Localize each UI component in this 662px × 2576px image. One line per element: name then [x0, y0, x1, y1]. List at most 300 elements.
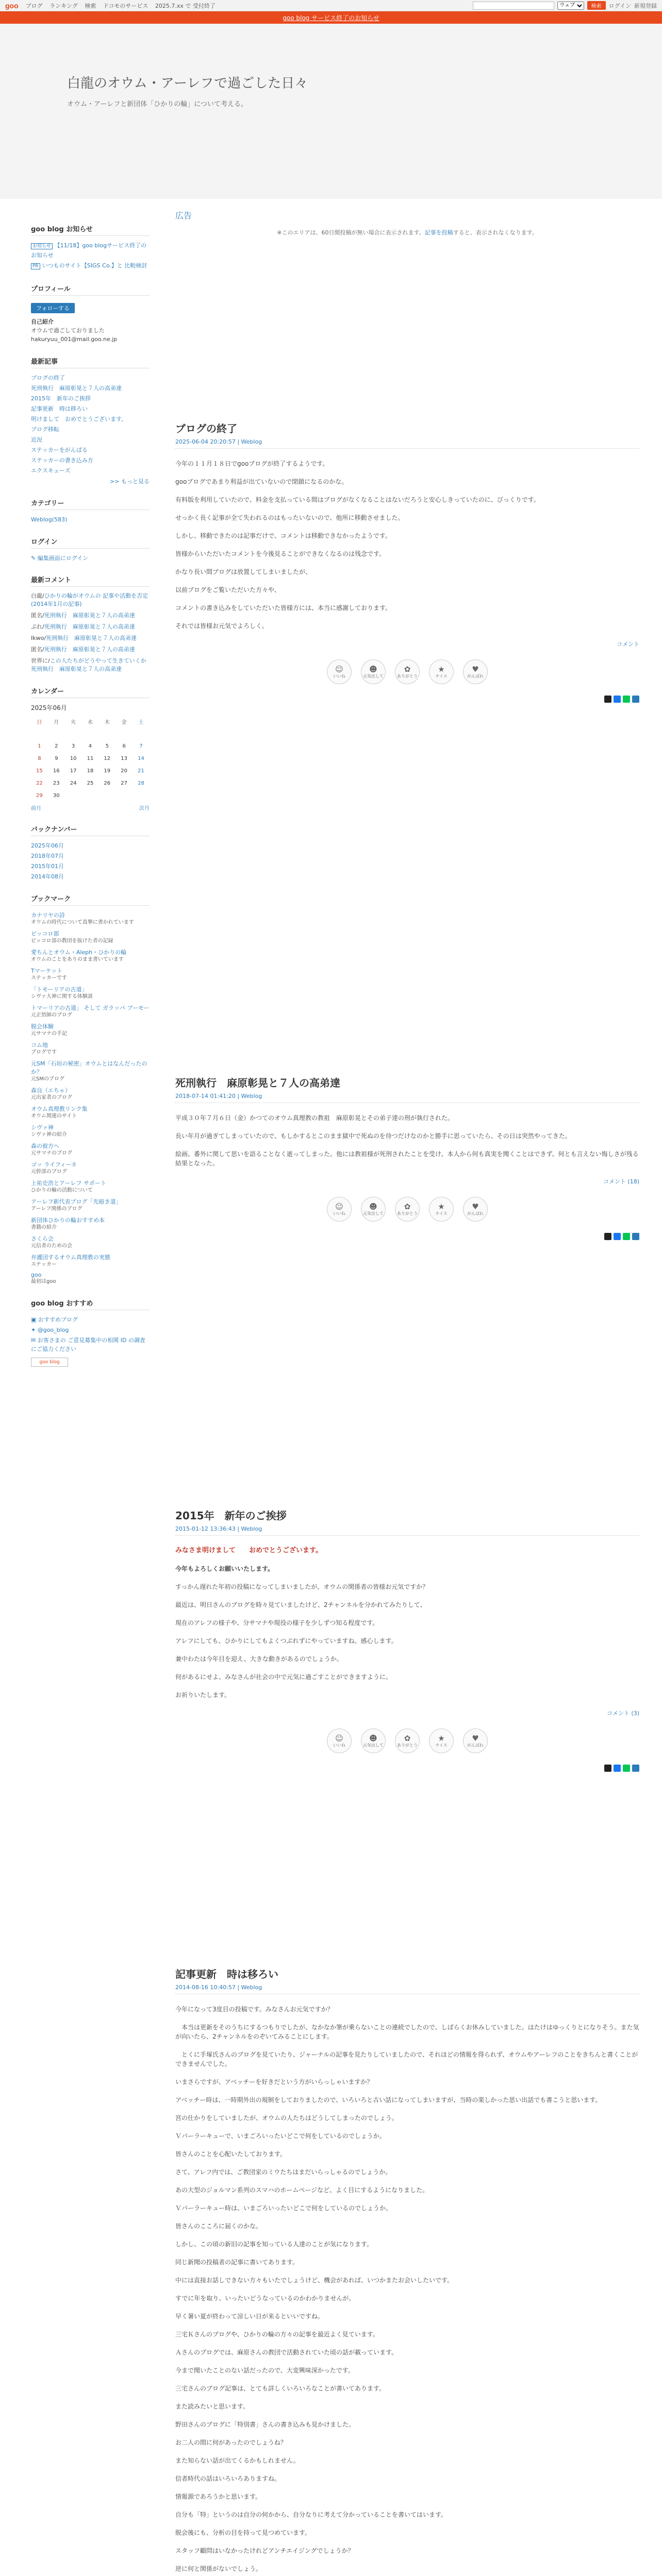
comment-author: 世界に: [31, 657, 48, 664]
calendar-next-link[interactable]: 次月: [139, 806, 150, 811]
share-buttons: [175, 696, 639, 703]
bookmark-link[interactable]: Tマーケット: [31, 968, 63, 974]
stamp-face-icon: ☻: [369, 1733, 377, 1743]
calendar-day[interactable]: 3: [71, 743, 75, 749]
search-button[interactable]: 検索: [587, 1, 606, 10]
pencil-icon: ✎: [31, 555, 38, 562]
facebook-share-icon[interactable]: [614, 696, 621, 703]
bookmark-description: ブログです: [31, 1049, 57, 1055]
profile-line: hakuryuu_001@mail.goo.ne.jp: [31, 336, 118, 343]
post-paragraph: 宮の仕かりをしていましたが、オウムの人たちはどうしてしまったのでしょう。: [175, 2114, 398, 2122]
calendar-day[interactable]: 27: [121, 780, 127, 786]
twitter-icon: ✦: [31, 1327, 38, 1333]
facebook-share-icon[interactable]: [614, 1765, 621, 1772]
global-nav: [26, 2, 221, 10]
post-paragraph: 今年の１１月１８日でgooブログが終了するようです。: [175, 460, 329, 467]
recent-comment: 匿名/死刑執行 麻原彰晃と７人の高弟達: [31, 612, 135, 619]
bookmark-description: 元正悟師のブログ: [31, 1012, 72, 1018]
reaction-stamp-button[interactable]: [361, 1728, 386, 1753]
calendar-day[interactable]: 26: [104, 780, 111, 786]
recent-post-link[interactable]: ステッカーをがんばる: [31, 447, 88, 453]
line-share-icon[interactable]: [623, 1765, 630, 1772]
comment-post-link[interactable]: 死刑執行 麻原彰晃と７人の高弟達: [44, 646, 135, 653]
post-paragraph: 情報源であろうかと思います。: [175, 2493, 262, 2500]
post-paragraph: また知らない話が出てくるかもしれません。: [175, 2457, 300, 2464]
comment-post-link[interactable]: 死刑執行 麻原彰晃と７人の高弟達: [44, 612, 135, 619]
post-paragraph: みなさま明けまして おめでとうございます。: [175, 1547, 322, 1554]
stamp-label: ナイス: [435, 1211, 448, 1216]
calendar-heading: カレンダー: [31, 686, 150, 698]
reaction-stamp-button[interactable]: [361, 1197, 386, 1222]
stamp-label: がんばれ: [467, 1742, 484, 1748]
service-end-notice-link[interactable]: goo blog サービス終了のお知らせ: [283, 14, 379, 22]
bookmark-link[interactable]: トマーリアの古道」 そして ガラッパ ブーモー: [31, 1005, 150, 1011]
edit-login-label: 編集画面にログイン: [37, 555, 89, 562]
bookmark-link[interactable]: 上祐史浩とアーレフ サポート: [31, 1180, 106, 1187]
goo-twitter-label: @goo_blog: [37, 1327, 69, 1333]
calendar-day[interactable]: 11: [87, 755, 94, 761]
post-paragraph: アベッチー時は、一時期外出の規制をしておりましたので、いろいろと古い話になってしまいますが、当時の楽しかった思い出話でも書こうと思います。: [175, 2096, 602, 2104]
hatena-share-icon[interactable]: [632, 1233, 639, 1240]
stamp-face-icon: ☻: [369, 1201, 377, 1211]
post-paragraph: コメントの書き込みをしていただいた皆様方には、本当に感謝しております。: [175, 604, 392, 612]
post-title[interactable]: 死刑執行 麻原彰晃と７人の高弟達: [175, 1077, 340, 1089]
post-title[interactable]: ブログの終了: [175, 422, 237, 435]
profile-name: 自己紹介: [31, 318, 54, 325]
calendar-weekday: 日: [37, 719, 42, 725]
ad-heading: 広告: [175, 211, 192, 221]
recent-comments-list: [31, 592, 150, 673]
post-paragraph: さて、アレフ内では、ご教団家のミウたちはまだいらっしゃるのでしょうか。: [175, 2168, 392, 2176]
stamp-label: 元気出して: [363, 673, 384, 679]
reaction-stamp-button[interactable]: [395, 659, 420, 684]
post-paragraph: お祈りいたします。: [175, 1691, 231, 1699]
backnumber-heading: バックナンバー: [31, 824, 150, 836]
post-paragraph: 今年もよろしくお願いいたします。: [175, 1565, 274, 1572]
recent-post-link[interactable]: 明けまして おめでとうございます。: [31, 416, 127, 422]
post-paragraph: 野田さんのブログに「特別書」さんの書き込みも見かけました。: [175, 2421, 355, 2428]
comment-author: Ikwo: [31, 635, 44, 641]
hatena-share-icon[interactable]: [632, 696, 639, 703]
calendar-day[interactable]: 14: [138, 755, 144, 761]
calendar-week-row: [31, 765, 150, 777]
bookmark-link[interactable]: goo: [31, 1272, 42, 1278]
bookmark-link[interactable]: コム地: [31, 1042, 48, 1048]
post-paragraph: 有料版を利用していたので、料金を支払っている間はブログがなくなることはないだろうと安心しきっていたのに、びっくりです。: [175, 496, 540, 503]
share-buttons: [175, 1765, 639, 1772]
notice-text: いつものサイト【SIGS Co.】と 比較検討: [42, 262, 147, 269]
calendar-day[interactable]: 25: [87, 780, 94, 786]
post-paragraph: 早く暑い夏が終わって涼しい日が来るといいですね。: [175, 2313, 324, 2320]
calendar-prev-link[interactable]: 前月: [31, 806, 41, 811]
line-share-icon[interactable]: [623, 696, 630, 703]
calendar-day[interactable]: 7: [139, 743, 143, 749]
comment-author: 匿名: [31, 646, 42, 653]
post-paragraph: 現在のアレフの様子や、分サマナや現役の様子を少しずつ知る程度です。: [175, 1619, 379, 1626]
login-link[interactable]: ログイン: [608, 2, 631, 9]
stamp-face-icon: ★: [438, 1201, 445, 1211]
calendar-day[interactable]: 10: [70, 755, 77, 761]
bookmark-description: ピッコロ部の教団を抜けた者の記録: [31, 938, 113, 944]
calendar-day[interactable]: 24: [70, 780, 77, 786]
comments-heading: 最新コメント: [31, 574, 150, 587]
goo-notice-heading: goo blog お知らせ: [31, 224, 150, 236]
stamp-label: ありがとう: [397, 673, 418, 679]
follow-button[interactable]: フォローする: [31, 303, 75, 313]
calendar-day[interactable]: 8: [38, 755, 41, 761]
bookmark-link[interactable]: 脱会体験: [31, 1023, 54, 1030]
reaction-stamp-button[interactable]: [463, 1197, 488, 1222]
post-paragraph: 皆様からいただいたコメントを今後見ることができなくなるのは残念です。: [175, 550, 386, 557]
backnumber-link[interactable]: 2025年06月: [31, 842, 64, 849]
comment-author: 匿名: [31, 612, 42, 619]
backnumber-link[interactable]: 2018年07月: [31, 853, 64, 859]
recent-post-link[interactable]: エクスキューズ: [31, 467, 71, 474]
post-paragraph: とくに手塚氏さんのブログを見ていたり、ジャーナルの記事を見たりしていましたので、それほどの情報を得られず、オウムやアーレフのことをきちんと書くことができませんでした。: [175, 2051, 638, 2067]
post-paragraph: 自分も「特」というのは自分の何かから、自分なりに考えて分かっていることを書いてはいます。: [175, 2511, 448, 2518]
goo-notice-item[interactable]: [31, 241, 150, 260]
calendar-day[interactable]: 5: [105, 743, 109, 749]
recent-post-link[interactable]: ブログの終了: [31, 375, 65, 381]
reaction-stamps: [175, 1197, 639, 1222]
reaction-stamp-button[interactable]: [429, 659, 454, 684]
reaction-stamp-button[interactable]: [327, 1728, 352, 1753]
bookmark-link[interactable]: 元SM「石垣の秘密」オウムとはなんだったのか？: [31, 1060, 147, 1075]
recent-post-link[interactable]: 記事更新 時は移ろい: [31, 405, 88, 412]
calendar-day: [82, 789, 99, 802]
service-end-notice: [0, 11, 662, 24]
calendar-day[interactable]: 6: [122, 743, 126, 749]
stamp-label: ありがとう: [397, 1211, 418, 1216]
post-paragraph: Ｖパーラーキュー時は、いまごろいったいどこで何をしているのでしょうか。: [175, 2205, 392, 2212]
nav-link-1[interactable]: ランキング: [49, 2, 78, 9]
stamp-label: いいね: [333, 1211, 345, 1216]
bookmark-list: [31, 911, 150, 1285]
blog-post: [175, 1075, 639, 1240]
bookmark-link[interactable]: アーレフ新代表ブログ「先暗き道」: [31, 1198, 122, 1205]
calendar-week-row: [31, 789, 150, 802]
nav-link-0[interactable]: ブログ: [25, 2, 43, 9]
x-share-icon[interactable]: [604, 1233, 611, 1240]
login-heading: ログイン: [31, 536, 150, 549]
goo-survey-label: お客さまの ご意見募集中の相関 ID の調査にご協力ください: [31, 1337, 145, 1352]
x-share-icon[interactable]: [604, 1765, 611, 1772]
post-title[interactable]: 記事更新 時は移ろい: [175, 1968, 278, 1980]
reaction-stamp-button[interactable]: [395, 1197, 420, 1222]
comment-post-link[interactable]: ひかりの輪がオウムの 記事や活動を否定(2014年1月の記事): [31, 592, 148, 607]
calendar-day: [31, 727, 48, 740]
goo-recommend-link[interactable]: [31, 1315, 150, 1324]
post-paragraph: いまさらですが、アベッチーを好きだという方がいらっしゃいますか？: [175, 2078, 373, 2086]
post-paragraph: また読みたいと思います。: [175, 2403, 250, 2410]
stamp-face-icon: ★: [438, 664, 445, 674]
bookmark-link[interactable]: 森の彼方へ: [31, 1143, 59, 1149]
post-paragraph: しかし、移動できたのは記事だけで、コメントは移動できなかったようです。: [175, 532, 391, 539]
calendar-day[interactable]: 15: [36, 768, 43, 774]
calendar-day: [82, 727, 99, 740]
bookmark-link[interactable]: さくら会: [31, 1235, 54, 1242]
bookmark-description: 最初はgoo: [31, 1279, 56, 1284]
global-bar: [0, 0, 662, 11]
post-paragraph: Ａさんのブログでは、麻原さんの教団で活動されていた頃の話が載っています。: [175, 2349, 398, 2356]
stamp-face-icon: ☻: [369, 664, 377, 674]
calendar-day[interactable]: 2: [55, 743, 58, 749]
reaction-stamp-button[interactable]: [463, 659, 488, 684]
reaction-stamp-button[interactable]: [463, 1728, 488, 1753]
nav-link-3[interactable]: ドコモのサービス: [103, 2, 148, 9]
recent-comment: ぷれ/死刑執行 麻原彰晃と７人の高弟達: [31, 623, 135, 630]
comment-post-link[interactable]: 死刑執行 麻原彰晃と７人の高弟達: [46, 635, 137, 641]
calendar-day: [98, 727, 115, 740]
search-input[interactable]: [473, 2, 554, 10]
bookmark-link[interactable]: 森良（エちゃ）: [31, 1087, 71, 1094]
bookmark-description: 元出家者のブログ: [31, 1095, 72, 1100]
calendar-day: [48, 727, 65, 740]
comment-author: 白龍: [31, 592, 42, 599]
reaction-stamps: [175, 1728, 639, 1753]
bookmark-description: オウムの時代について真摯に書かれています: [31, 920, 134, 925]
reaction-stamp-button[interactable]: [327, 659, 352, 684]
calendar-week-row: [31, 740, 150, 752]
calendar-day[interactable]: 22: [36, 780, 43, 786]
share-buttons: [175, 1233, 639, 1240]
bookmark-description: 元幹部のブログ: [31, 1169, 67, 1175]
goo-logo[interactable]: goo: [5, 1, 19, 10]
calendar-day[interactable]: 19: [104, 768, 111, 774]
bookmark-description: シヴァ神の紹介: [31, 1132, 67, 1138]
stamp-face-icon: ♥: [472, 664, 479, 674]
post-paragraph: 脱会後にも、分析の目を持って見つめています。: [175, 2529, 311, 2536]
goo-recommend-heading: goo blog おすすめ: [31, 1298, 150, 1310]
post-paragraph: 三宅Ｋさんのブログや、ひかりの輪の方々の記事を最近よく見ています。: [175, 2331, 379, 2338]
x-share-icon[interactable]: [604, 696, 611, 703]
post-paragraph: アレフにしても、ひかりにしてもよくつぶれずにやっていますね。感心します。: [175, 1637, 398, 1645]
calendar-day[interactable]: 16: [53, 768, 60, 774]
post-title[interactable]: 2015年 新年のご挨拶: [175, 1510, 287, 1522]
post-article-link[interactable]: 記事を投稿: [424, 229, 453, 236]
bookmark-description: オウムのことをありのまま書いています: [31, 957, 124, 962]
recent-more-link[interactable]: >> もっと見る: [110, 478, 150, 485]
calendar-day[interactable]: 18: [87, 768, 94, 774]
stamp-label: がんばれ: [467, 1211, 484, 1216]
goo-notice-item[interactable]: [31, 261, 150, 271]
edit-login-link[interactable]: [31, 554, 150, 562]
post-paragraph: 絵画、番外に関して思いを語ることなく逝ってしまった。他には教祖様が死刑されたことを受け、本人から何も真実を聞くことはできず。何とも言えない悔しさが残る結果となった。: [175, 1150, 639, 1167]
stamp-face-icon: ☺: [335, 1733, 343, 1743]
category-heading: カテゴリー: [31, 498, 150, 510]
recent-posts-heading: 最新記事: [31, 356, 150, 368]
bookmark-heading: ブックマーク: [31, 893, 150, 906]
post-paragraph: 三宅さんのブログ記事は、とても詳しくいろいろなことが書いてあります。: [175, 2385, 386, 2392]
post-paragraph: 同じ新聞の投稿者の記事に書いてあります。: [175, 2259, 299, 2266]
post-paragraph: しかし、この頃の新旧の記事を知っている人達のことが気になります。: [175, 2241, 373, 2248]
signup-link[interactable]: 新規登録: [634, 2, 657, 9]
bookmark-description: ステッカーです: [31, 975, 67, 981]
calendar-day[interactable]: 13: [121, 755, 127, 761]
calendar-day: [65, 727, 82, 740]
stamp-face-icon: ♥: [472, 1201, 479, 1211]
comment-post-link[interactable]: この人たちがどうやって生きていくか 死刑執行 麻原彰晃と７人の高弟達: [31, 657, 146, 672]
calendar-day: [133, 789, 150, 802]
post-meta[interactable]: 2025-06-04 20:20:57 | Weblog: [175, 438, 639, 449]
post-paragraph: 中には直接お話しできない方々もいたでしょうけど、機会があれば、いつかまたお会いしたいです。: [175, 2277, 454, 2284]
stamp-label: がんばれ: [467, 673, 484, 679]
global-bar-right: [473, 1, 657, 10]
bookmark-description: ステッカー: [31, 1262, 57, 1267]
stamp-face-icon: ♥: [472, 1733, 479, 1743]
bookmark-link[interactable]: 弁護団するオウム真理教の実態: [31, 1254, 110, 1261]
post-meta[interactable]: 2014-08-16 10:40:57 | Weblog: [175, 1984, 639, 1994]
search-scope-select[interactable]: [557, 2, 584, 10]
reaction-stamp-button[interactable]: [395, 1728, 420, 1753]
line-share-icon[interactable]: [623, 1233, 630, 1240]
calendar-weekday: 月: [54, 719, 59, 725]
calendar-weekday: 水: [87, 719, 93, 725]
recent-post-link[interactable]: 2015年 新年のご挨拶: [31, 395, 91, 402]
goo-recommend-label: おすすめブログ: [38, 1316, 78, 1323]
ad-area: [175, 209, 639, 236]
bookmark-description: 書籍の紹介: [31, 1225, 57, 1230]
blog-icon: ▣: [31, 1316, 38, 1323]
post-paragraph: 今まで聞いたことのない話だったので、大変興味深かったです。: [175, 2367, 354, 2374]
calendar-month: 2025年06月: [31, 704, 67, 711]
reaction-stamp-button[interactable]: [429, 1728, 454, 1753]
post-paragraph: あの大型のジョルマン系列のスマハのホームページなど、よく目にするようになりました。: [175, 2187, 429, 2194]
calendar-day[interactable]: 12: [104, 755, 111, 761]
stamp-label: ナイス: [435, 673, 448, 679]
post-paragraph: 最近は、明日さんのブログを時々見ていましたけど、2チャンネルを分かれてみたりして、: [175, 1601, 426, 1608]
bookmark-description: 元サマナのブログ: [31, 1150, 72, 1156]
recent-post-link[interactable]: ブログ移転: [31, 426, 59, 433]
post-paragraph: お二人の間に何があったのでしょうね？: [175, 2439, 287, 2446]
bookmark-link[interactable]: ピッコロ部: [31, 930, 59, 937]
category-item[interactable]: Weblog(583): [31, 516, 68, 523]
post-meta[interactable]: 2018-07-14 01:41:20 | Weblog: [175, 1093, 639, 1103]
bookmark-link[interactable]: 新団体ひかりの輪おすすめ本: [31, 1217, 105, 1224]
reaction-stamp-button[interactable]: [429, 1197, 454, 1222]
post-paragraph: 長い年月が過ぎてしまっていたので、もしかするとこのまま獄中で死ぬのを待つだけなのかと勝手に思っていたら、その日は突然やってきた。: [175, 1132, 571, 1140]
calendar-day[interactable]: 4: [88, 743, 92, 749]
ad-notice-post: すると、表示されなくなります。: [453, 229, 538, 236]
calendar-week-row: [31, 752, 150, 765]
post-paragraph: 本当は更新をそのうちにするつもりでしたが、なかなか筆が乗らないことの連続でしたので、しばらくお休みしていました。はたけはゆっくりとになりそう。また気が向いたら、2チャンネルをのぞいてみることにします。: [175, 2024, 639, 2040]
post-paragraph: 何があるにせよ、みなさんが社会の中で元気に過ごすことができますように。: [175, 1673, 392, 1681]
reaction-stamps: [175, 659, 639, 684]
stamp-label: 元気出して: [363, 1742, 384, 1748]
post-paragraph: 今年になって3度目の投稿です。みなさんお元気ですか？: [175, 2006, 334, 2013]
backnumber-list: [31, 841, 150, 881]
post-paragraph: 皆さんのことを心配いたしております。: [175, 2150, 287, 2158]
recent-post-link[interactable]: 近況: [31, 436, 42, 443]
bookmark-description: シヴァ大神に関する体験談: [31, 994, 93, 999]
bookmark-link[interactable]: 愛ちんとオウム・Aleph・ひかりの輪: [31, 949, 127, 956]
post-paragraph: gooブログであまり利益が出ていないので閉鎖になるのかな。: [175, 478, 348, 485]
goo-survey-link[interactable]: [31, 1336, 150, 1353]
stamp-face-icon: ★: [438, 1733, 445, 1743]
reaction-stamp-button[interactable]: [327, 1197, 352, 1222]
stamp-label: 元気出して: [363, 1211, 384, 1216]
recent-comment: 世界に/この人たちがどうやって生きていくか 死刑執行 麻原彰晃と７人の高弟達: [31, 657, 146, 672]
stamp-face-icon: ☺: [335, 1201, 343, 1211]
post-meta[interactable]: 2015-01-12 13:36:43 | Weblog: [175, 1526, 639, 1536]
bookmark-description: オウム関連のサイト: [31, 1113, 77, 1119]
calendar-day[interactable]: 17: [70, 768, 77, 774]
calendar-day[interactable]: 29: [36, 792, 43, 799]
post-comment-link[interactable]: コメント: [617, 641, 639, 648]
post-paragraph: Ｖパーラーキューで、いまごろいったいどこで何をしているのでしょうか。: [175, 2132, 386, 2140]
calendar-day[interactable]: 20: [121, 768, 127, 774]
calendar-day[interactable]: 28: [138, 780, 144, 786]
recent-posts-list: [31, 374, 150, 475]
post-paragraph: 兼中わたは今年目を迎え、大きな動きがあるのでしょうか。: [175, 1655, 343, 1663]
profile-line: オウムで過ごしておりました: [31, 327, 105, 334]
calendar-day[interactable]: 9: [55, 755, 58, 761]
recent-post-link[interactable]: ステッカーの書き込み方: [31, 457, 93, 464]
profile-heading: プロフィール: [31, 283, 150, 296]
nav-link-4[interactable]: 2025.7.xx で 受付終了: [155, 2, 216, 9]
backnumber-link[interactable]: 2014年08月: [31, 873, 64, 880]
post-paragraph: 平成３０年７月６日（金）かつてのオウム真理教の教祖 麻原彰晃とその弟子達の刑が執行された。: [175, 1114, 454, 1122]
facebook-share-icon[interactable]: [614, 1233, 621, 1240]
blog-subtitle: オウム・アーレフと新団体「ひかりの輪」について考える。: [67, 100, 247, 108]
nav-link-2[interactable]: 検索: [85, 2, 96, 9]
bookmark-link[interactable]: 「トモーリアの古道」: [31, 986, 88, 993]
post-paragraph: 信者時代の話はいろいろありますね。: [175, 2475, 281, 2482]
stamp-label: いいね: [333, 1742, 345, 1748]
recent-post-link[interactable]: 死刑執行 麻原彰晃と７人の高弟達: [31, 385, 122, 392]
hatena-share-icon[interactable]: [632, 1765, 639, 1772]
post-paragraph: スタッフ顧問はいなかったけれどアンチエイジングでしょうか？: [175, 2547, 354, 2554]
mail-icon: ✉: [31, 1337, 38, 1344]
goo-twitter-link[interactable]: [31, 1326, 150, 1334]
post-paragraph: それでは皆様お元気でよろしく。: [175, 622, 268, 630]
stamp-label: ありがとう: [397, 1742, 418, 1748]
bookmark-description: ひかりの輪の活動について: [31, 1188, 93, 1193]
notice-tag: PR: [31, 263, 40, 269]
stamp-label: いいね: [333, 673, 345, 679]
goo-blog-banner[interactable]: goo blog: [31, 1358, 68, 1367]
recent-comment: 白龍/ひかりの輪がオウムの 記事や活動を否定(2014年1月の記事): [31, 592, 148, 607]
recent-comment: 匿名/死刑執行 麻原彰晃と７人の高弟達: [31, 646, 135, 653]
stamp-face-icon: ✿: [404, 1201, 411, 1211]
bookmark-link[interactable]: オウム真理教リンク集: [31, 1106, 88, 1112]
calendar-week-row: [31, 727, 150, 740]
backnumber-link[interactable]: 2015年01月: [31, 863, 64, 870]
post-paragraph: かなり長い間ブログは放置してしまいましたが、: [175, 568, 312, 575]
comment-post-link[interactable]: 死刑執行 麻原彰晃と７人の高弟達: [44, 623, 135, 630]
blog-header: [0, 24, 662, 199]
bookmark-link[interactable]: シヴァ神: [31, 1124, 54, 1131]
post-paragraph: 皆さんのこころに届くのかな。: [175, 2223, 262, 2230]
blog-title[interactable]: 白龍のオウム・アーレフで過ごした日々: [67, 76, 308, 91]
calendar-day[interactable]: 23: [53, 780, 60, 786]
blog-post: [175, 1507, 639, 1772]
post-paragraph: せっかく長く記事が全て失われるのはもったいないので、他所に移動させました。: [175, 514, 404, 521]
bookmark-description: アーレフ関係のブログ: [31, 1206, 82, 1212]
calendar-table: [31, 715, 150, 802]
reaction-stamp-button[interactable]: [361, 659, 386, 684]
stamp-face-icon: ✿: [404, 1733, 411, 1743]
calendar-day[interactable]: 1: [38, 743, 41, 749]
calendar-day[interactable]: 30: [53, 792, 60, 799]
post-comment-link[interactable]: コメント (3): [606, 1710, 639, 1717]
calendar-day[interactable]: 21: [138, 768, 144, 774]
post-comment-link[interactable]: コメント (18): [603, 1178, 639, 1185]
bookmark-link[interactable]: カナリヤの詩: [31, 912, 65, 919]
bookmark-link[interactable]: ゴッ ライフィーネ: [31, 1161, 77, 1168]
bookmark-description: 元信者のための会: [31, 1243, 72, 1249]
bookmark-description: 元サマナの手記: [31, 1031, 67, 1037]
